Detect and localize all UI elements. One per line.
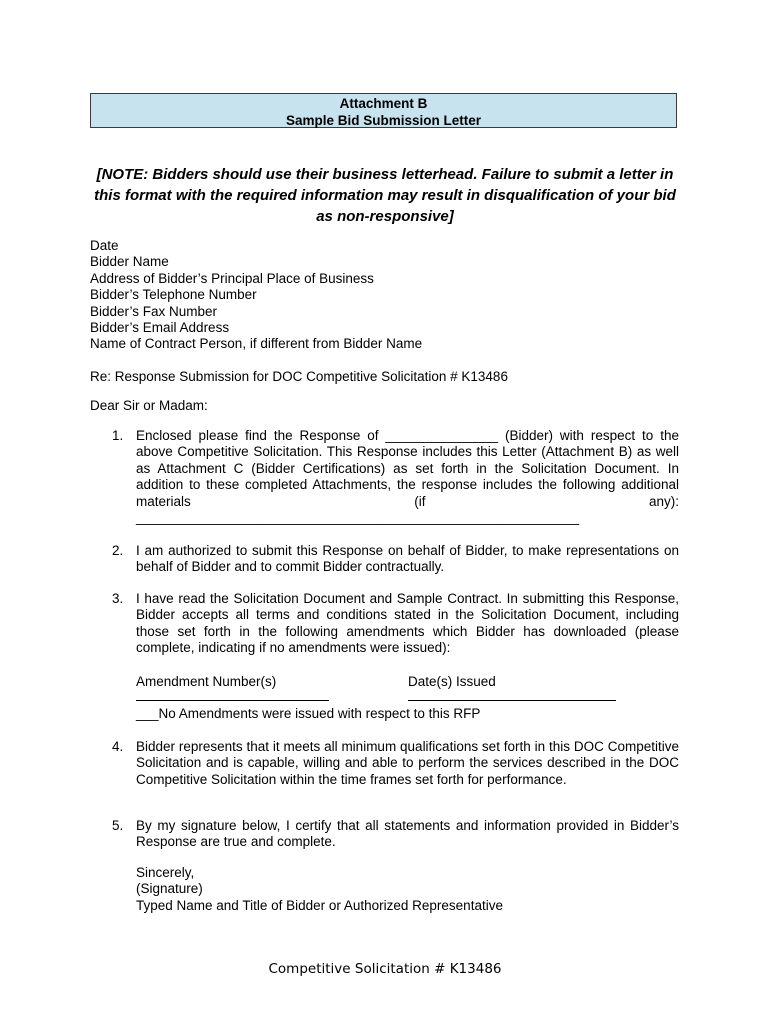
signature-name-title: Typed Name and Title of Bidder or Authorized Representative (136, 897, 503, 913)
address-line-email: Bidder’s Email Address (90, 319, 230, 335)
address-block (90, 238, 680, 353)
page-footer: Competitive Solicitation # K13486 (268, 961, 502, 977)
list-item-text (136, 428, 679, 526)
attachment-subtitle: Sample Bid Submission Letter (285, 113, 482, 128)
address-line-telephone: Bidder’s Telephone Number (90, 287, 257, 303)
attachment-title: Attachment B (339, 96, 428, 111)
amendment-number-label: Amendment Number(s) (136, 674, 277, 689)
list-item-number: 1. (112, 428, 124, 443)
list-item-4-text: Bidder represents that it meets all minimum qualifications set forth in this DOC Competitive Solicitation and is capable, willing and able to perform the services described in the DOC Competitive Solicitation within the time frames set forth for performance. (136, 739, 679, 787)
list-item-number: 3. (112, 591, 124, 606)
address-line-principal-place: Address of Bidder’s Principal Place of Business (90, 270, 374, 286)
signature-block (136, 865, 503, 914)
list-item-5-text: By my signature below, I certify that all statements and information provided in Bidder’s Response are true and complete. (136, 818, 679, 850)
address-line-contract-person: Name of Contract Person, if different from Bidder Name (90, 336, 423, 352)
list-item-number: 5. (112, 818, 124, 833)
amendment-headers (136, 674, 676, 690)
salutation: Dear Sir or Madam: (90, 398, 208, 413)
signature-closing: Sincerely, (136, 865, 195, 880)
attachment-header (90, 93, 677, 128)
no-amendments-line: ___No Amendments were issued with respect to this RFP (136, 706, 481, 721)
letterhead-note: [NOTE: Bidders should use their business letterhead. Failure to submit a letter in this format with the required information may result in disqualification of your bid as non-responsive] (94, 166, 676, 225)
address-line-bidder-name: Bidder Name (90, 254, 169, 270)
list-item-number: 4. (112, 739, 124, 754)
list-item-number: 2. (112, 543, 124, 558)
additional-materials-blank: ___________________________________________________________ (136, 510, 579, 526)
list-item-1-text: Enclosed please find the Response of _______________ (Bidder) with respect to the above Competitive Solicitation. This Response includes this Letter (Attachment B) as well as Attachment C (Bidder Certifications) as set forth in the Solicitation Document. In addition to these completed Attachments, the response includes the following additional materials (if any): (136, 428, 679, 509)
address-line-fax: Bidder’s Fax Number (90, 303, 218, 319)
list-item-2-text: I am authorized to submit this Response on behalf of Bidder, to make representations on behalf of Bidder and to commit Bidder contractually. (136, 543, 679, 575)
signature-placeholder: (Signature) (136, 881, 203, 897)
address-line-date: Date (90, 238, 119, 253)
amendment-blanks (136, 690, 676, 700)
re-line: Re: Response Submission for DOC Competitive Solicitation # K13486 (90, 369, 508, 384)
amendment-number-blank (136, 700, 329, 701)
list-item-3-text: I have read the Solicitation Document and Sample Contract. In submitting this Response, Bidder accepts all terms and conditions stated in the Solicitation Document, including those set forth in the following amendments which Bidder has downloaded (please complete, indicating if no amendments were issued): (136, 591, 679, 656)
amendment-date-blank (408, 700, 616, 701)
amendment-date-label: Date(s) Issued (408, 674, 496, 689)
